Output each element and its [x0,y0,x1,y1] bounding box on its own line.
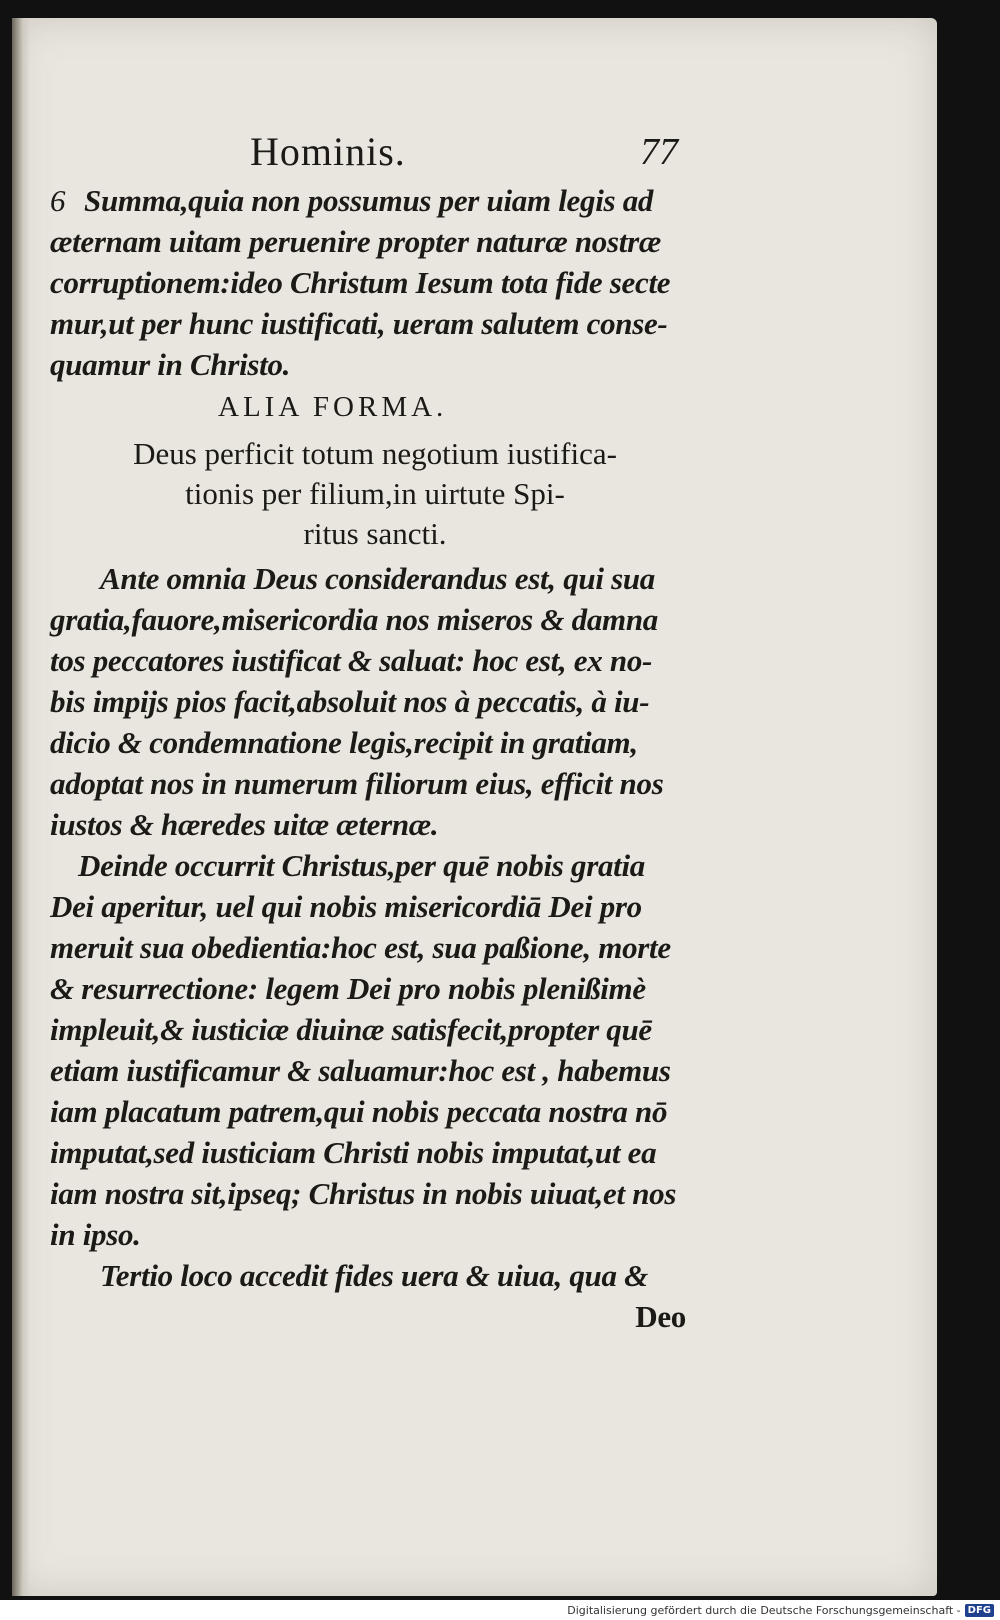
text-line: ritus sancti. [303,516,447,551]
text-line: Tertio loco accedit fides uera & uiua, qua & [100,1258,648,1293]
text-line: Dei aperitur, uel qui nobis misericordiā Dei pro [50,889,642,924]
text-line: Deinde occurrit Christus,per quē nobis gratia [78,848,645,883]
page-number: 77 [640,131,678,173]
thesis-statement [50,434,700,554]
paragraph-fides [50,1255,700,1337]
text-line: æternam uitam peruenire propter naturæ nostræ [50,224,661,259]
running-title: Hominis. [250,129,406,174]
paragraph-christus [50,845,700,1255]
book-page [12,18,937,1596]
text-line: tos peccatores iustificat & saluat: hoc est, ex no- [50,643,653,678]
text-line: & resurrectione: legem Dei pro nobis plenißimè [50,971,646,1006]
text-line: impleuit,& iusticiæ diuinæ satisfecit,propter quē [50,1012,652,1047]
text-line: mur,ut per hunc iustificati, ueram salutem conse- [50,306,668,341]
section-6 [50,180,700,385]
text-line: gratia,fauore,misericordia nos miseros & damna [50,602,658,637]
catchword: Deo [635,1299,686,1334]
text-line: imputat,sed iusticiam Christi nobis imputat,ut ea [50,1135,657,1170]
text-line: bis impijs pios facit,absoluit nos à peccatis, à iu- [50,684,650,719]
page-gutter-shadow [12,18,30,1596]
section-marker: 6 [50,183,66,218]
text-line: Ante omnia Deus considerandus est, qui sua [100,561,655,596]
paragraph-deus [50,558,700,845]
text-line: quamur in Christo. [50,347,291,382]
text-line: meruit sua obedientia:hoc est, sua paßione, morte [50,930,671,965]
text-line: iam nostra sit,ipseq; Christus in nobis uiuat,et nos [50,1176,677,1211]
text-line: corruptionem:ideo Christum Iesum tota fide secte [50,265,671,300]
text-line: iam placatum patrem,qui nobis peccata nostra nō [50,1094,668,1129]
text-line: dicio & condemnatione legis,recipit in gratiam, [50,725,638,760]
text-line: tionis per filium,in uirtute Spi- [185,476,565,511]
page-text [50,128,700,1337]
section-heading: ALIA FORMA. [218,391,448,423]
dfg-logo: DFG [965,1604,994,1617]
text-line: 6 Summa,quia non possumus per uiam legis ad [50,180,700,221]
running-head [50,128,700,180]
text-line: Deus perficit totum negotium iustifica- [133,436,617,471]
text-line: iustos & hæredes uitæ æternæ. [50,807,439,842]
credit-text: Digitalisierung gefördert durch die Deutsche Forschungsgemeinschaft - [567,1603,961,1617]
text-line: etiam iustificamur & saluamur:hoc est , habemus [50,1053,671,1088]
text-line: adoptat nos in numerum filiorum eius, efficit nos [50,766,664,801]
text-line: in ipso. [50,1217,141,1252]
digitization-credit [567,1602,994,1618]
